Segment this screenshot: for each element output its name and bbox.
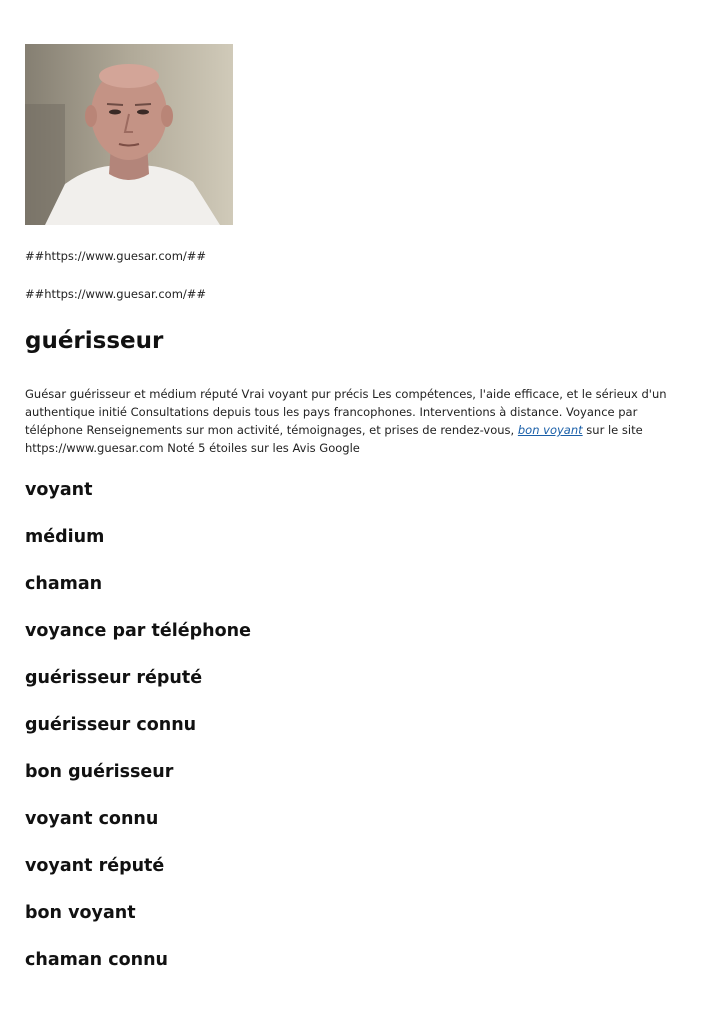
bon-voyant-link[interactable]: bon voyant	[517, 423, 583, 437]
portrait-photo	[25, 44, 233, 225]
keyword-heading: médium	[25, 527, 105, 547]
keyword-heading: bon voyant	[25, 903, 136, 923]
keyword-heading: chaman	[25, 574, 103, 594]
keyword-heading: voyant réputé	[25, 856, 165, 876]
intro-text-end: sur le site https://www.guesar.com Noté 5 étoiles sur les Avis Google	[25, 423, 643, 455]
keyword-heading: voyant	[25, 480, 93, 500]
page-title: guérisseur	[25, 328, 164, 354]
keyword-heading: bon guérisseur	[25, 762, 174, 782]
intro-paragraph	[25, 385, 680, 457]
url-line: ##https://www.guesar.com/##	[25, 287, 207, 301]
keyword-heading: voyance par téléphone	[25, 621, 251, 641]
keyword-heading: guérisseur réputé	[25, 668, 203, 688]
keyword-heading: voyant connu	[25, 809, 159, 829]
url-line: ##https://www.guesar.com/##	[25, 249, 207, 263]
keyword-heading: chaman connu	[25, 950, 169, 970]
intro-text: Guésar guérisseur et médium réputé Vrai voyant pur précis Les compétences, l'aide efficace, et le sérieux d'un authentique initié Consultations depuis tous les pays francophones. Interventions à distance. Voyance par téléphone Renseignements sur mon activité, témoignages, et prises de rendez-vous,	[25, 387, 667, 437]
keyword-heading: guérisseur connu	[25, 715, 197, 735]
